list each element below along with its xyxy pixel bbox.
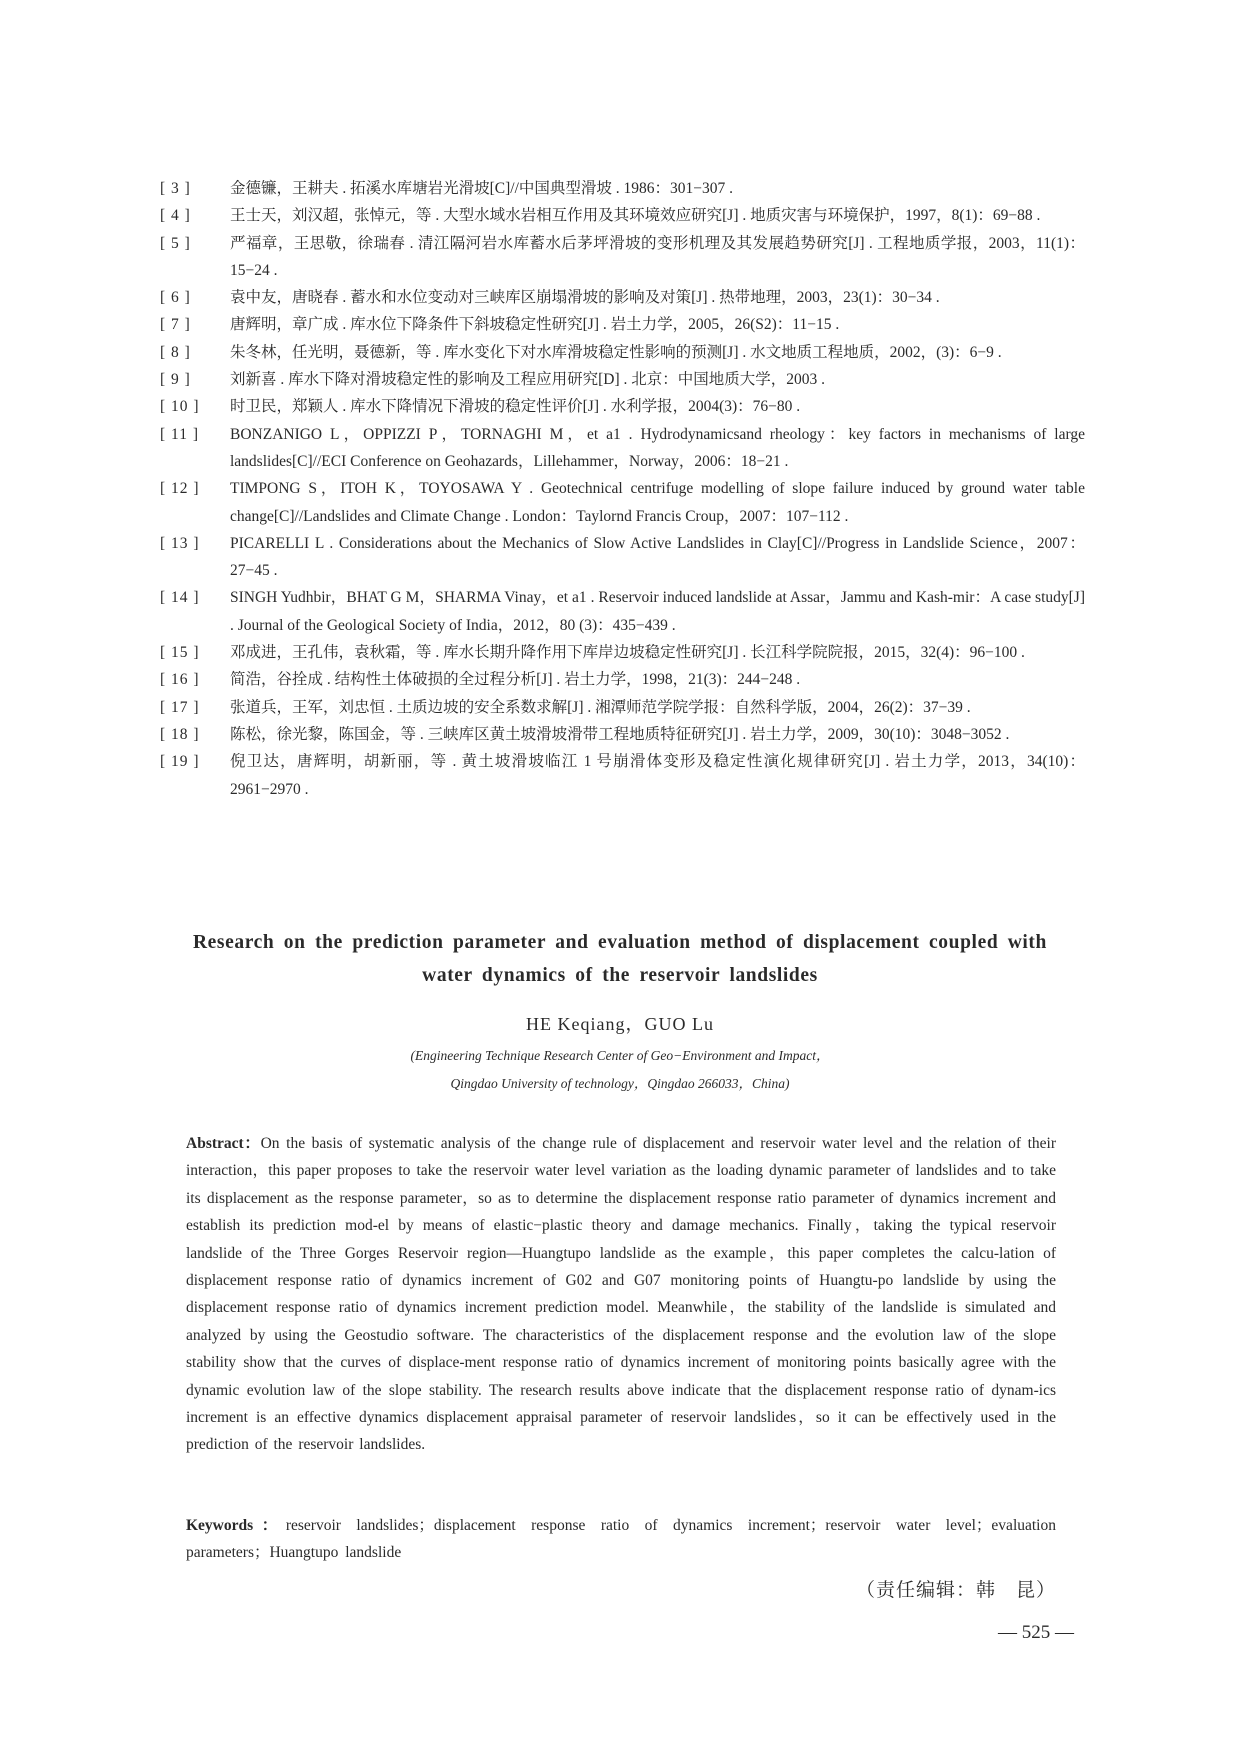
reference-text: BONZANIGO L，OPPIZZI P，TORNAGHI M，et a1 . Hydrodynamicsand rheology：key factors in mechanisms of large landslides[C]//ECI Conference on Geohazards，Lillehammer，Norway，2006：18−21 .	[230, 425, 1085, 470]
reference-text: 刘新喜 . 库水下降对滑坡稳定性的影响及工程应用研究[D] . 北京：中国地质大学，2003 .	[230, 371, 826, 389]
reference-item	[160, 530, 1085, 585]
reference-item	[160, 721, 1085, 748]
responsible-editor: （责任编辑：韩 昆）	[855, 1579, 1056, 1601]
reference-number: [ 19 ]	[160, 753, 200, 771]
reference-item	[160, 748, 1085, 803]
page-number: — 525 —	[998, 1622, 1074, 1643]
reference-number: [ 6 ]	[160, 289, 191, 307]
reference-text: 张道兵，王军，刘忠恒 . 土质边坡的安全系数求解[J] . 湘潭师范学院学报：自然科学版，2004，26(2)：37−39 .	[230, 698, 971, 716]
reference-number: [ 16 ]	[160, 671, 200, 689]
reference-item	[160, 230, 1085, 285]
reference-text: PICARELLI L . Considerations about the Mechanics of Slow Active Landslides in Clay[C]//Progress in Landslide Science，2007：27−45 .	[230, 534, 1085, 580]
reference-text: 唐辉明，章广成 . 库水位下降条件下斜坡稳定性研究[J] . 岩土力学，2005，26(S2)：11−15 .	[230, 316, 840, 334]
reference-item	[160, 666, 1085, 693]
reference-item	[160, 202, 1085, 229]
reference-number: [ 17 ]	[160, 698, 200, 716]
reference-text: 时卫民，郑颖人 . 库水下降情况下滑坡的稳定性评价[J] . 水利学报，2004(3)：76−80 .	[230, 398, 801, 416]
reference-list	[160, 175, 1085, 803]
reference-text: 严福章，王思敬，徐瑞春 . 清江隔河岩水库蓄水后茅坪滑坡的变形机理及其发展趋势研究[J] . 工程地质学报，2003，11(1)：15−24 .	[230, 234, 1085, 279]
reference-number: [ 13 ]	[160, 534, 200, 552]
abstract	[186, 1130, 1056, 1459]
keywords	[186, 1512, 1056, 1567]
reference-number: [ 10 ]	[160, 398, 200, 416]
reference-number: [ 11 ]	[160, 425, 199, 443]
abstract-label: Abstract：	[186, 1135, 261, 1152]
reference-text: 陈松，徐光黎，陈国金，等 . 三峡库区黄土坡滑坡滑带工程地质特征研究[J] . 岩土力学，2009，30(10)：3048−3052 .	[230, 725, 1010, 743]
reference-text: 简浩，谷拴成 . 结构性土体破损的全过程分析[J] . 岩土力学，1998，21(3)：244−248 .	[230, 671, 801, 689]
reference-text: 邓成进，王孔伟，袁秋霜，等 . 库水长期升降作用下库岸边坡稳定性研究[J] . 长江科学院院报，2015，32(4)：96−100 .	[230, 644, 1025, 662]
reference-number: [ 3 ]	[160, 180, 191, 197]
reference-number: [ 18 ]	[160, 725, 200, 743]
keywords-label: Keywords：	[186, 1517, 286, 1534]
affiliation-line-1: (Engineering Technique Research Center of Geo−Environment and Impact，	[410, 1048, 830, 1063]
reference-text: 王士天，刘汉超，张悼元，等 . 大型水域水岩相互作用及其环境效应研究[J] . 地质灾害与环境保护，1997，8(1)：69−88 .	[230, 207, 1041, 225]
affiliation-line-2: Qingdao University of technology，Qingdao 266033，China)	[450, 1076, 790, 1091]
reference-item	[160, 584, 1085, 639]
reference-text: 金德镰，王耕夫 . 拓溪水库塘岩光滑坡[C]//中国典型滑坡 . 1986：301−307 .	[230, 180, 734, 197]
reference-number: [ 4 ]	[160, 207, 191, 225]
reference-number: [ 9 ]	[160, 371, 191, 389]
reference-text: 朱冬林，任光明，聂德新，等 . 库水变化下对水库滑坡稳定性影响的预测[J] . 水文地质工程地质，2002，(3)：6−9 .	[230, 343, 1002, 361]
reference-item	[160, 284, 1085, 311]
reference-text: 袁中友，唐晓春 . 蓄水和水位变动对三峡库区崩塌滑坡的影响及对策[J] . 热带地理，2003，23(1)：30−34 .	[230, 289, 940, 307]
english-title-line-2: water dynamics of the reservoir landslides	[422, 965, 818, 986]
reference-item	[160, 175, 1085, 202]
reference-number: [ 12 ]	[160, 480, 200, 498]
abstract-text: On the basis of systematic analysis of the change rule of displacement and reservoir water level and the relation of their interaction，this paper proposes to take the reservoir water level variation as the loading dynamic parameter of landslides and to take its displacement as the response parameter，so as to determine the displacement response ratio parameter of dynamics increment and establish its prediction mod-el by means of elastic−plastic theory and damage mechanics. Finally，taking the typical reservoir landslide of the Three Gorges Reservoir region—Huangtupo landslide as the example，this paper completes the calcu-lation of displacement response ratio of dynamics increment of G02 and G07 monitoring points of Huangtu-po landslide by using the displacement response ratio of dynamics increment prediction model. Meanwhile，the stability of the landslide is simulated and analyzed by using the Geostudio software. The characteristics of the displacement response and the evolution law of the slope stability show that the curves of displace-ment response ratio of dynamics increment of monitoring points basically agree with the dynamic evolution law of the slope stability. The research results above indicate that the displacement response ratio of dynam-ics increment is an effective dynamics displacement appraisal parameter of reservoir landslides，so it can be effectively used in the prediction of the reservoir landslides.	[186, 1135, 1056, 1454]
reference-text: 倪卫达，唐辉明，胡新丽，等 . 黄土坡滑坡临江 1 号崩滑体变形及稳定性演化规律研究[J] . 岩土力学，2013，34(10)：2961−2970 .	[230, 753, 1085, 798]
reference-number: [ 14 ]	[160, 589, 200, 607]
reference-item	[160, 366, 1085, 393]
keywords-text: reservoir landslides；displacement response ratio of dynamics increment；reservoir water level；evaluation parameters；Huangtupo landslide	[186, 1517, 1056, 1562]
reference-item	[160, 639, 1085, 666]
reference-item	[160, 421, 1085, 476]
english-title	[150, 926, 1090, 992]
reference-item	[160, 475, 1085, 530]
reference-number: [ 8 ]	[160, 343, 191, 361]
reference-item	[160, 694, 1085, 721]
reference-number: [ 7 ]	[160, 316, 191, 334]
reference-number: [ 5 ]	[160, 234, 191, 252]
reference-item	[160, 311, 1085, 338]
authors: HE Keqiang，GUO Lu	[526, 1014, 714, 1034]
reference-item	[160, 393, 1085, 420]
english-title-line-1: Research on the prediction parameter and evaluation method of displacement coupled with	[193, 932, 1047, 953]
reference-number: [ 15 ]	[160, 644, 200, 662]
reference-text: TIMPONG S，ITOH K，TOYOSAWA Y . Geotechnical centrifuge modelling of slope failure induced by ground water table change[C]//Landslides and Climate Change . London：Taylornd Francis Croup，2007：107−112 .	[230, 480, 1085, 525]
reference-text: SINGH Yudhbir，BHAT G M，SHARMA Vinay，et a1 . Reservoir induced landslide at Assar，Jammu and Kash-mir：A case study[J] . Journal of the Geological Society of India，2012，80 (3)：435−439 .	[230, 589, 1085, 634]
reference-item	[160, 339, 1085, 366]
